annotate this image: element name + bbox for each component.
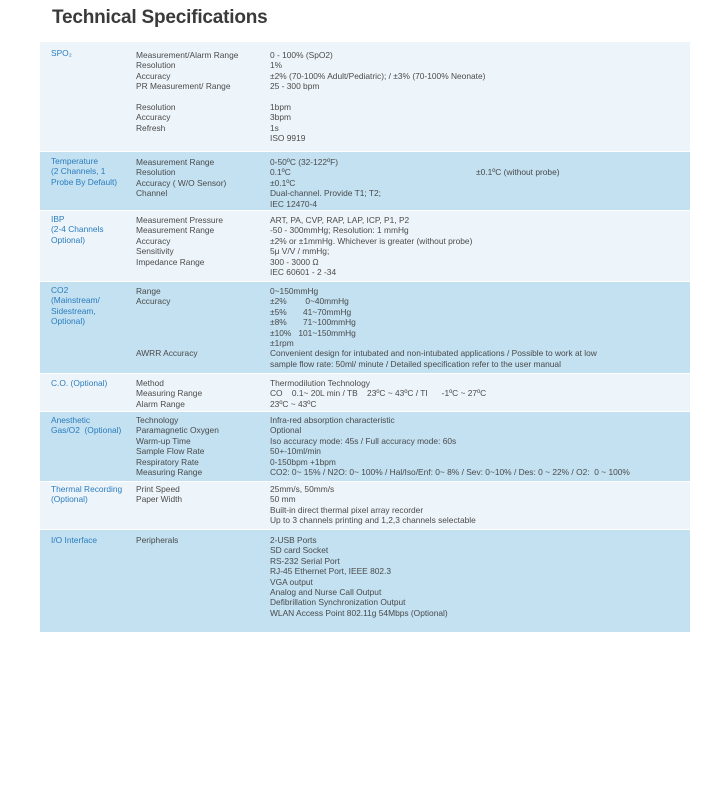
parameter-list: Range Accuracy AWRR Accuracy (136, 286, 198, 359)
parameter-list: Measurement Range Resolution Accuracy ( W/O Sensor) Channel (136, 157, 227, 199)
spec-table (40, 42, 690, 632)
category-label: Temperature (2 Channels, 1 Probe By Default) (51, 156, 118, 187)
parameter-list: Measurement/Alarm Range Resolution Accuracy PR Measurement/ Range Resolution Accuracy Refresh (136, 50, 239, 133)
spec-row-temperature (40, 151, 690, 210)
category-label: C.O. (Optional) (51, 378, 108, 388)
spec-row-cardiac-output (40, 373, 690, 411)
value-list: ART, PA, CVP, RAP, LAP, ICP, P1, P2 -50 - 300mmHg; Resolution: 1 mmHg ±2% or ±1mmHg. Whichever is greater (without probe) 5μ V/V / mmHg; 300 - 3000 Ω IEC 60601 - 2 -34 (270, 215, 473, 278)
parameter-list: Method Measuring Range Alarm Range (136, 378, 203, 409)
category-label: Thermal Recording (Optional) (51, 484, 123, 505)
parameter-list: Measurement Pressure Measurement Range Accuracy Sensitivity Impedance Range (136, 215, 224, 267)
spec-row-io-interface (40, 529, 690, 632)
parameter-list: Technology Paramagnetic Oxygen Warm-up Time Sample Flow Rate Respiratory Rate Measuring Range (136, 415, 219, 478)
value-list: 0-50ºC (32-122ºF) 0.1ºC ±0.1ºC Dual-channel. Provide T1; T2; IEC 12470-4 (270, 157, 381, 209)
value-list: Thermodilution Technology CO 0.1~ 20L min / TB 23ºC ~ 43ºC / TI -1ºC ~ 27ºC 23ºC ~ 43ºC (270, 378, 487, 409)
parameter-list: Peripherals (136, 535, 179, 545)
category-label: CO2 (Mainstream/ Sidestream, Optional) (51, 285, 100, 327)
value-list: 0~150mmHg ±2% 0~40mmHg ±5% 41~70mmHg ±8% 71~100mmHg ±10% 101~150mmHg ±1rpm Convenient design for intubated and non-intubated applications / Possible to work at low sample flow rate: 50ml/ minute / Detailed specification refer to the user manual (270, 286, 597, 369)
value-list: 25mm/s, 50mm/s 50 mm Built-in direct thermal pixel array recorder Up to 3 channels printing and 1,2,3 channels selectable (270, 484, 476, 526)
spec-row-spo2 (40, 42, 690, 151)
value-list: 2-USB Ports SD card Socket RS-232 Serial Port RJ-45 Ethernet Port, IEEE 802.3 VGA output Analog and Nurse Call Output Defibrillation Synchronization Output WLAN Access Point 802.11g 54Mbps (Optional) (270, 535, 448, 618)
page-title: Technical Specifications (52, 7, 268, 28)
value-list: 0 - 100% (SpO2) 1% ±2% (70-100% Adult/Pediatric); / ±3% (70-100% Neonate) 25 - 300 bpm 1bpm 3bpm 1s ISO 9919 (270, 50, 486, 144)
parameter-list: Print Speed Paper Width (136, 484, 183, 505)
spec-row-ibp (40, 210, 690, 281)
spec-row-co2 (40, 281, 690, 373)
spec-row-anesthetic-gas (40, 411, 690, 481)
category-label: I/O Interface (51, 535, 98, 545)
spec-row-thermal-recording (40, 481, 690, 529)
category-label: Anesthetic Gas/O2 (Optional) (51, 415, 122, 436)
value-note: ±0.1ºC (without probe) (476, 167, 560, 178)
category-label: IBP (2-4 Channels Optional) (51, 214, 104, 245)
value-list: Infra-red absorption characteristic Optional Iso accuracy mode: 45s / Full accuracy mode: 60s 50+-10ml/min 0-150bpm +1bpm CO2: 0~ 15% / N2O: 0~ 100% / Hal/Iso/Enf: 0~ 8% / Sev: 0~10% / Des: 0 ~ 22% / O2: 0 ~ 100% (270, 415, 630, 478)
category-label: SPO₂ (51, 48, 72, 58)
